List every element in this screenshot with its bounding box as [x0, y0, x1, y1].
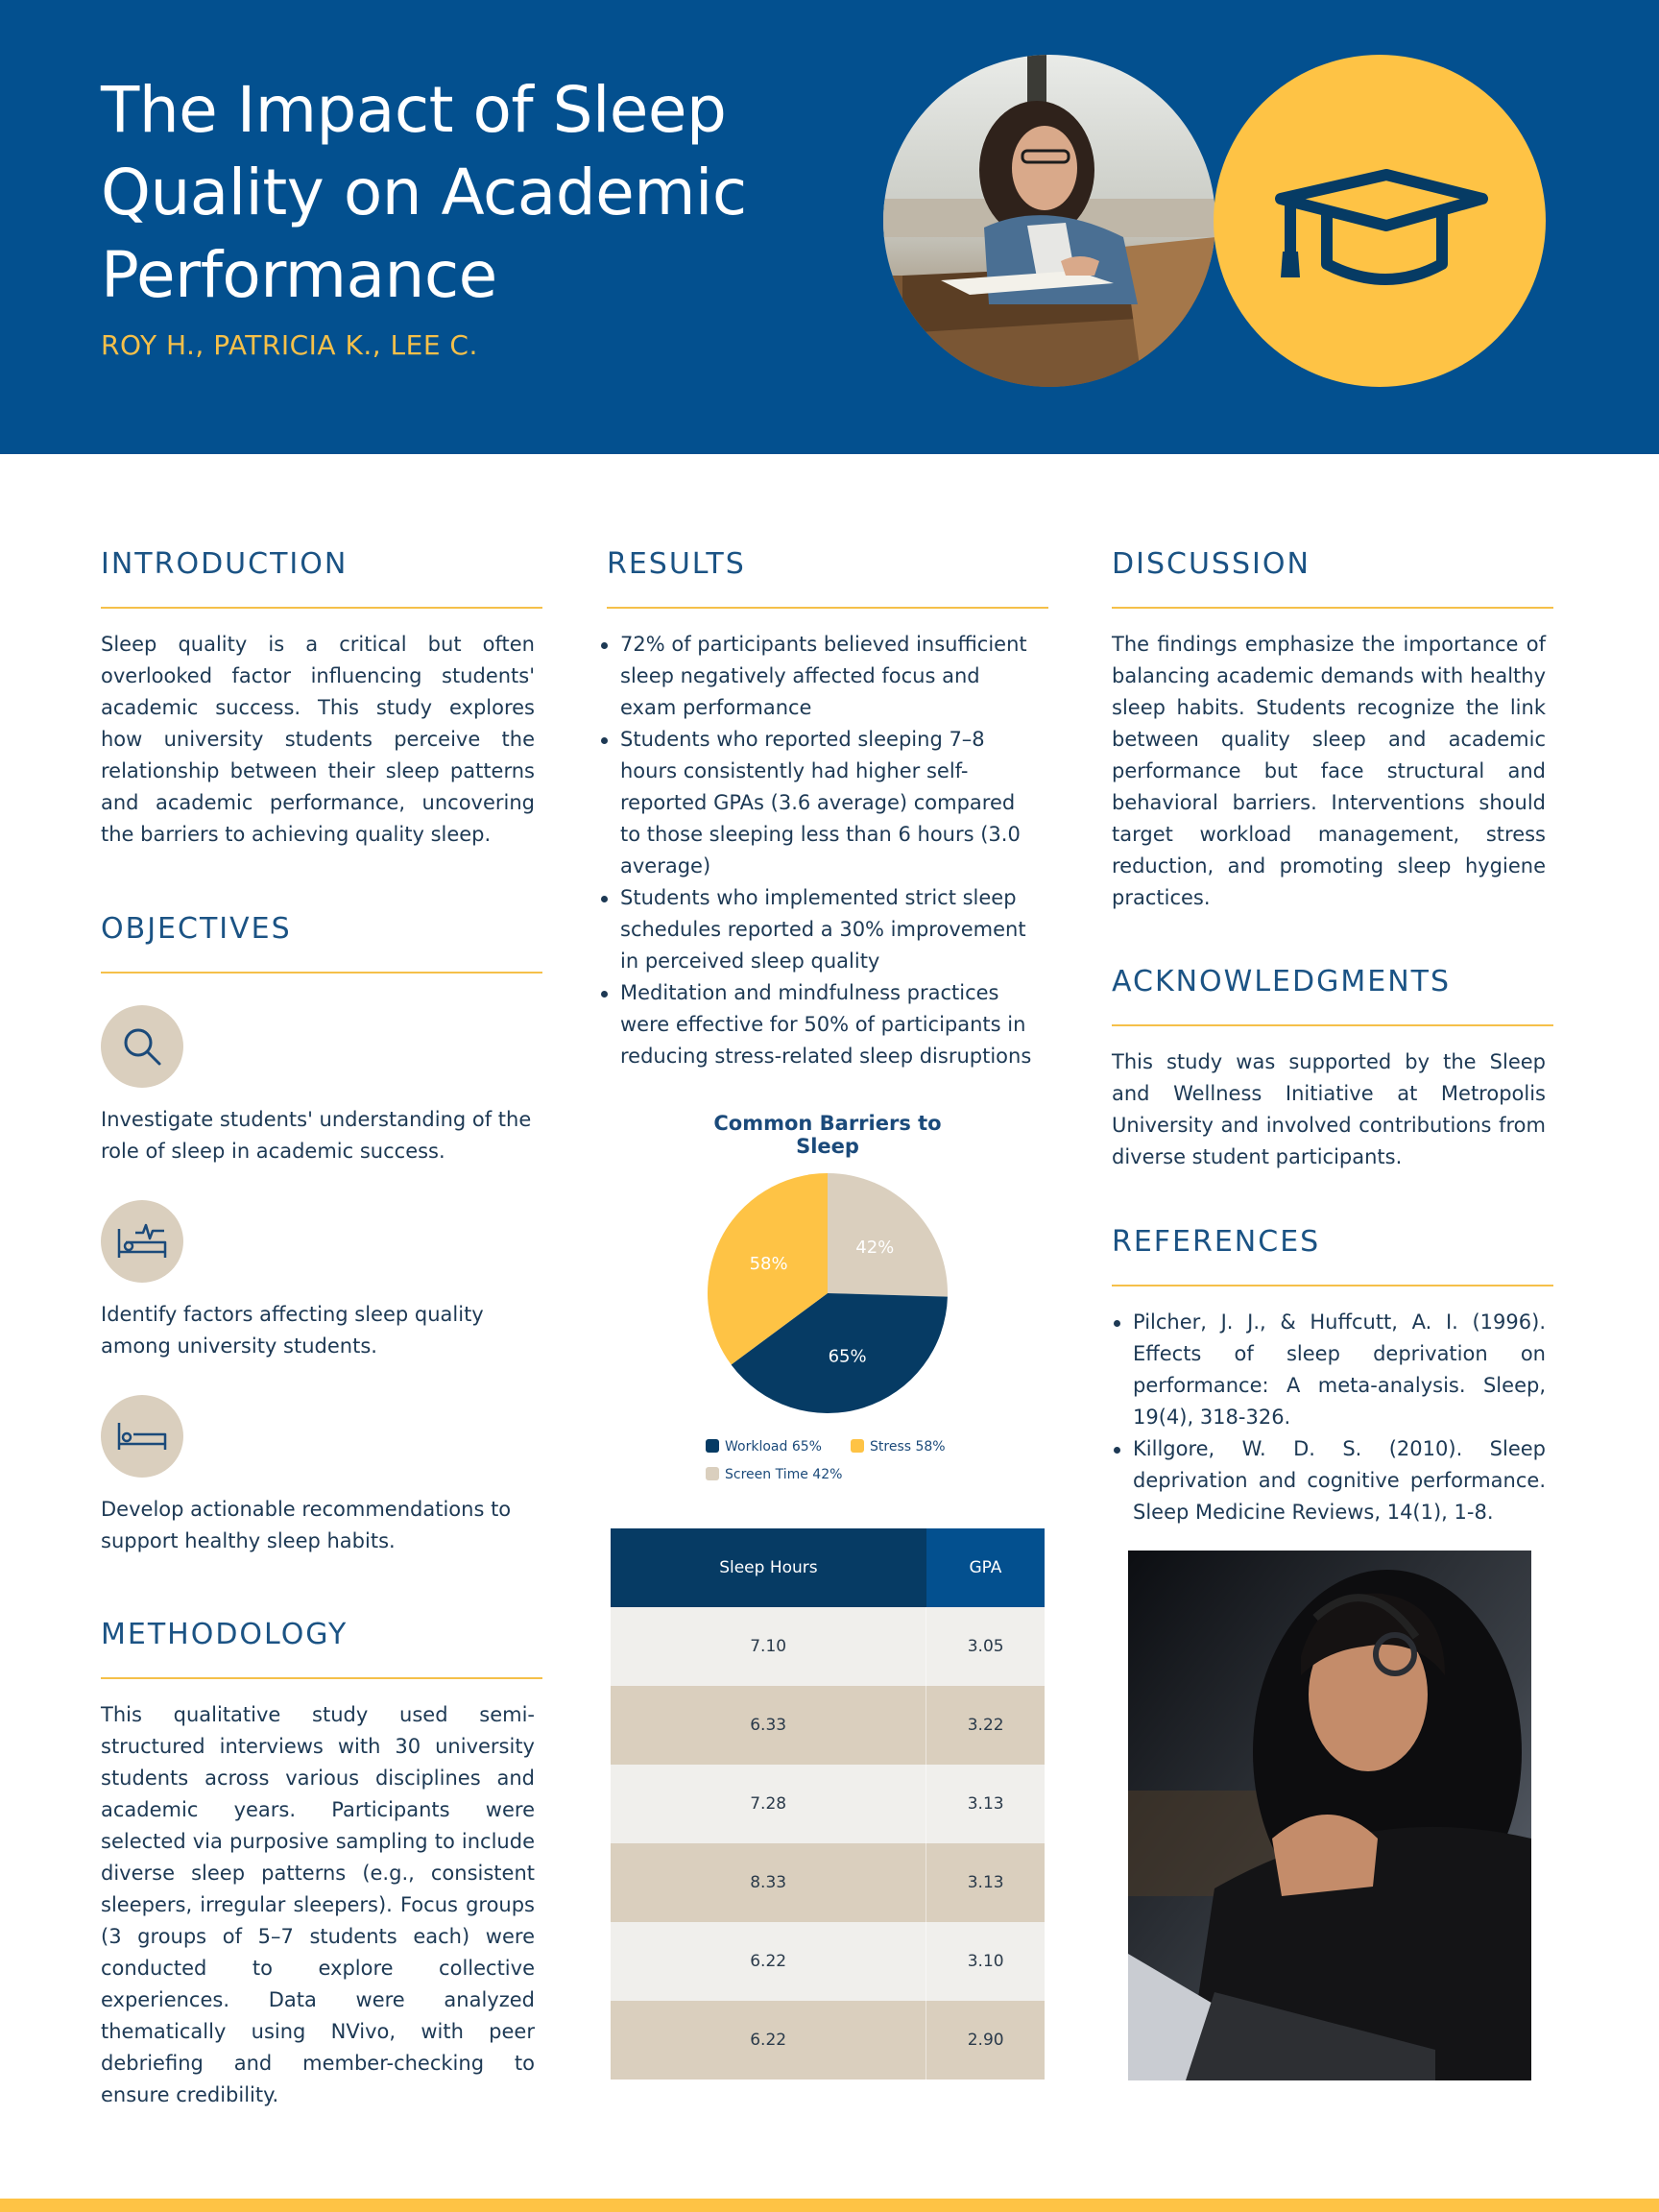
- list-item: Meditation and mindfulness practices were effective for 50% of participants in reducing stress-related sleep disruptions: [599, 977, 1041, 1072]
- table-row: [611, 1922, 1045, 2001]
- table-cell: 6.33: [611, 1686, 926, 1765]
- graduation-cap-circle: [1214, 55, 1546, 387]
- student-reading-photo: [883, 55, 1215, 387]
- legend-swatch: [706, 1467, 719, 1480]
- references-heading: REFERENCES: [1112, 1225, 1321, 1259]
- references-divider: [1112, 1285, 1553, 1286]
- acknowledgments-divider: [1112, 1024, 1553, 1026]
- discussion-heading: DISCUSSION: [1112, 547, 1310, 581]
- legend-swatch: [851, 1439, 864, 1453]
- reference-item: Pilcher, J. J., & Huffcutt, A. I. (1996). Effects of sleep deprivation on performance: A meta-analysis. Sleep, 19(4), 318-326.: [1112, 1307, 1546, 1433]
- sleep-tracking-bed-icon: [116, 1219, 168, 1263]
- footer-bar: [0, 2199, 1659, 2212]
- student-laptop-photo: [1128, 1551, 1531, 2080]
- table-row: [611, 1607, 1045, 1686]
- objective-text: Identify factors affecting sleep quality among university students.: [101, 1303, 484, 1358]
- list-item: Students who implemented strict sleep schedules reported a 30% improvement in perceived sleep quality: [599, 882, 1041, 977]
- acknowledgments-heading: ACKNOWLEDGMENTS: [1112, 965, 1451, 998]
- legend-item-screen-time: [706, 1467, 842, 1482]
- discussion-divider: [1112, 607, 1553, 609]
- sleep-gpa-table: [611, 1528, 1045, 2080]
- objective-icon-circle: [101, 1395, 183, 1478]
- table-row: [611, 1843, 1045, 1922]
- barriers-pie-chart: [698, 1164, 957, 1423]
- objective-text: Investigate students' understanding of the role of sleep in academic success.: [101, 1108, 532, 1163]
- table-cell: 3.05: [926, 1607, 1045, 1686]
- pie-slice-screen-time: [828, 1173, 948, 1297]
- list-item: Students who reported sleeping 7–8 hours consistently had higher self-reported GPAs (3.6 average) compared to those sleeping less than 6 hours (3.0 average): [599, 724, 1041, 882]
- table-row: [611, 2001, 1045, 2080]
- magnifier-icon: [120, 1024, 164, 1069]
- authors: ROY H., PATRICIA K., LEE C.: [101, 329, 478, 361]
- reference-item: Killgore, W. D. S. (2010). Sleep deprivation and cognitive performance. Sleep Medicine Reviews, 14(1), 1-8.: [1112, 1433, 1546, 1528]
- table-cell: 7.28: [611, 1765, 926, 1843]
- objective-icon-circle: [101, 1200, 183, 1283]
- legend-label: Workload 65%: [725, 1439, 822, 1455]
- graduation-cap-icon: [1214, 55, 1546, 387]
- table-header-sleep-hours: Sleep Hours: [611, 1528, 926, 1607]
- methodology-heading: METHODOLOGY: [101, 1618, 349, 1651]
- results-heading: RESULTS: [607, 547, 746, 581]
- pie-label-screen-time: 42%: [855, 1238, 895, 1259]
- results-divider: [607, 607, 1048, 609]
- table-cell: 3.10: [926, 1922, 1045, 2001]
- introduction-text: Sleep quality is a critical but often overlooked factor influencing students' academic success. This study explores how university students perceive the relationship between their sleep patterns and academic performance, uncovering the barriers to achieving quality sleep.: [101, 633, 535, 846]
- table-cell: 6.22: [611, 2001, 926, 2080]
- discussion-text: The findings emphasize the importance of balancing academic demands with healthy sleep habits. Students recognize the link between quality sleep and academic performance but face structural and behavioral barriers. Interventions should target workload management, stress reduction, and promoting sleep hygiene practices.: [1112, 633, 1546, 909]
- objective-icon-circle: [101, 1005, 183, 1088]
- introduction-divider: [101, 607, 542, 609]
- methodology-divider: [101, 1677, 542, 1679]
- legend-item-stress: [851, 1439, 946, 1455]
- references-list: [1104, 1307, 1546, 1528]
- table-cell: 2.90: [926, 2001, 1045, 2080]
- objective-text: Develop actionable recommendations to support healthy sleep habits.: [101, 1498, 512, 1552]
- legend-label: Screen Time 42%: [725, 1467, 843, 1482]
- acknowledgments-text: This study was supported by the Sleep and Wellness Initiative at Metropolis University and involved contributions from diverse student participants.: [1112, 1050, 1546, 1168]
- objectives-divider: [101, 972, 542, 974]
- legend-label: Stress 58%: [870, 1439, 946, 1455]
- poster-title: The Impact of Sleep Quality on Academic Performance: [101, 73, 747, 312]
- chart-title: Common Barriers to Sleep: [713, 1112, 942, 1158]
- header-banner: [0, 0, 1659, 454]
- table-cell: 3.22: [926, 1686, 1045, 1765]
- methodology-text: This qualitative study used semi-structured interviews with 30 university students across various disciplines and academic years. Participants were selected via purposive sampling to include diverse sleep patterns (e.g., consistent sleepers, irregular sleepers). Focus groups (3 groups of 5–7 students each) were conducted to explore collective experiences. Data were analyzed thematically using NVivo, with peer debriefing and member-checking to ensure credibility.: [101, 1703, 535, 2106]
- introduction-heading: INTRODUCTION: [101, 547, 349, 581]
- legend-swatch: [706, 1439, 719, 1453]
- table-header-gpa: GPA: [926, 1528, 1045, 1607]
- results-list: [591, 629, 1041, 1072]
- pie-label-stress: 58%: [749, 1254, 788, 1275]
- objectives-heading: OBJECTIVES: [101, 912, 292, 946]
- list-item: 72% of participants believed insufficient sleep negatively affected focus and exam performance: [599, 629, 1041, 724]
- table-row: [611, 1686, 1045, 1765]
- table-cell: 3.13: [926, 1843, 1045, 1922]
- pie-label-workload: 65%: [828, 1346, 867, 1367]
- legend-item-workload: [706, 1439, 822, 1455]
- table-cell: 7.10: [611, 1607, 926, 1686]
- table-cell: 3.13: [926, 1765, 1045, 1843]
- table-cell: 6.22: [611, 1922, 926, 2001]
- table-cell: 8.33: [611, 1843, 926, 1922]
- bed-icon: [116, 1417, 168, 1455]
- table-row: [611, 1765, 1045, 1843]
